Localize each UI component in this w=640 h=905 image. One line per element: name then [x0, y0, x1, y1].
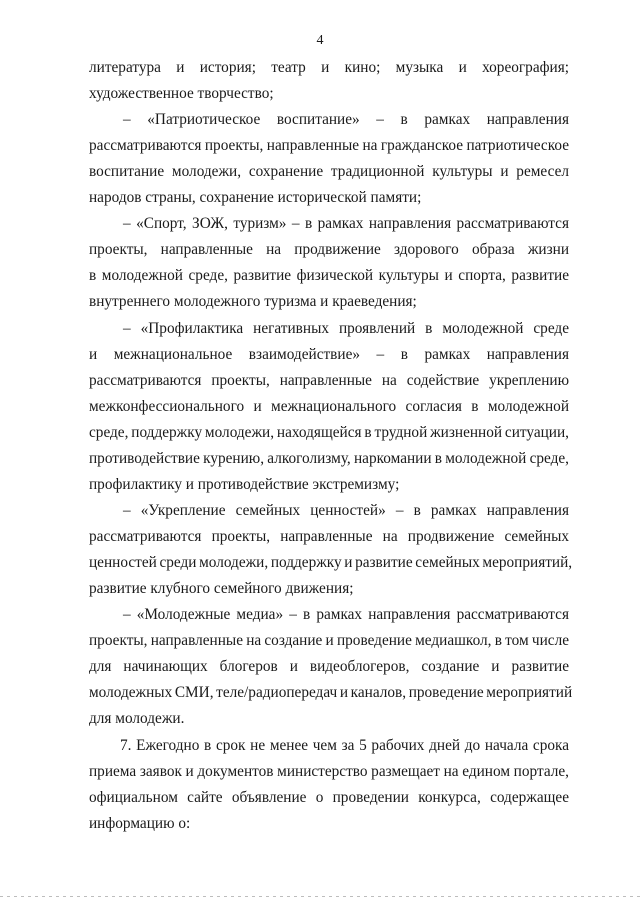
page-number: 4 — [316, 33, 324, 48]
text-line: рассматриваются проекты, направленные на продвижение семейных — [89, 528, 569, 545]
text-line: воспитание молодежи, сохранение традиционной культуры и ремесел — [89, 163, 569, 180]
text-line: противодействие курению, алкоголизму, наркомании в молодежной среде, — [89, 450, 569, 467]
text-line: внутреннего молодежного туризма и краеведения; — [89, 293, 417, 310]
list-item-prevention: – «Профилактика негативных проявлений в молодежной среде — [123, 320, 569, 337]
text-line: для начинающих блогеров и видеоблогеров, создание и развитие — [89, 658, 569, 675]
text-line: межконфессионального и межнационального согласия в молодежной — [89, 398, 569, 415]
text-line: развитие клубного семейного движения; — [89, 580, 354, 597]
text-line: художественное творчество; — [89, 85, 274, 102]
scan-edge-divider — [0, 896, 640, 897]
text-line: рассматриваются проекты, направленные на гражданское патриотическое — [89, 137, 569, 154]
text-line: ценностей среди молодежи, поддержку и развитие семейных мероприятий, — [89, 554, 573, 571]
text-line: профилактику и противодействие экстремизму; — [89, 476, 400, 493]
text-line: народов страны, сохранение исторической памяти; — [89, 189, 422, 206]
text-line: для молодежи. — [89, 710, 185, 727]
text-line: молодежных СМИ, теле/радиопередач и каналов, проведение мероприятий — [89, 684, 573, 701]
text-line: и межнациональное взаимодействие» – в рамках направления — [89, 346, 569, 363]
text-line: в молодежной среде, развитие физической культуры и спорта, развитие — [89, 267, 569, 284]
list-item-patriotic: – «Патриотическое воспитание» – в рамках направления — [123, 111, 569, 128]
text-line: проекты, направленные на создание и проведение медиашкол, в том числе — [89, 632, 569, 649]
text-line: проекты, направленные на продвижение здорового образа жизни — [89, 241, 569, 258]
text-line: информацию о: — [89, 815, 191, 832]
list-item-media: – «Молодежные медиа» – в рамках направления рассматриваются — [123, 606, 569, 623]
text-line: среде, поддержку молодежи, находящейся в трудной жизненной ситуации, — [89, 424, 569, 441]
text-line: рассматриваются проекты, направленные на содействие укреплению — [89, 372, 569, 389]
list-item-family: – «Укрепление семейных ценностей» – в рамках направления — [123, 502, 569, 519]
text-line: приема заявок и документов министерство размещает на едином портале, — [89, 763, 569, 780]
list-item-sport: – «Спорт, ЗОЖ, туризм» – в рамках направления рассматриваются — [123, 215, 569, 232]
text-line: официальном сайте объявление о проведении конкурса, содержащее — [89, 789, 569, 806]
text-line: литература и история; театр и кино; музыка и хореография; — [89, 59, 569, 76]
paragraph-7-start: 7. Ежегодно в срок не менее чем за 5 рабочих дней до начала срока — [120, 737, 569, 754]
